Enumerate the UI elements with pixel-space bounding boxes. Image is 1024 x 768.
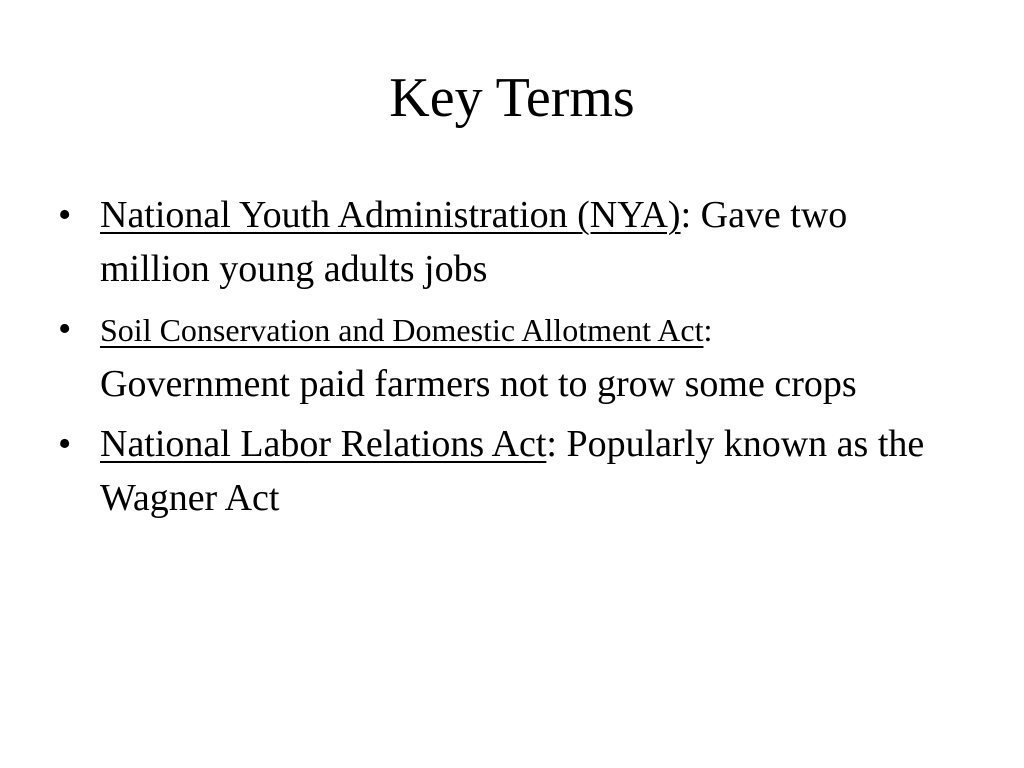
bullet-icon: • [58, 308, 72, 350]
term-label: National Youth Administration (NYA) [100, 194, 681, 236]
bullet-icon: • [58, 194, 72, 236]
list-item [58, 302, 958, 411]
list-item [58, 188, 958, 296]
bullet-icon: • [58, 423, 72, 465]
term-definition: Government paid farmers not to grow some crops [100, 363, 857, 405]
key-terms-list [58, 188, 958, 531]
slide-title: Key Terms [389, 67, 635, 129]
list-item [58, 417, 958, 525]
term-label: Soil Conservation and Domestic Allotment Act [100, 312, 704, 348]
term-definition: Gave two million young adults jobs [100, 194, 848, 290]
term-label: National Labor Relations Act [100, 423, 547, 465]
term-separator: : [546, 423, 557, 465]
term-separator: : [703, 312, 713, 348]
term-separator: : [680, 194, 692, 236]
term-definition: Popularly known as the Wagner Act [100, 423, 925, 519]
